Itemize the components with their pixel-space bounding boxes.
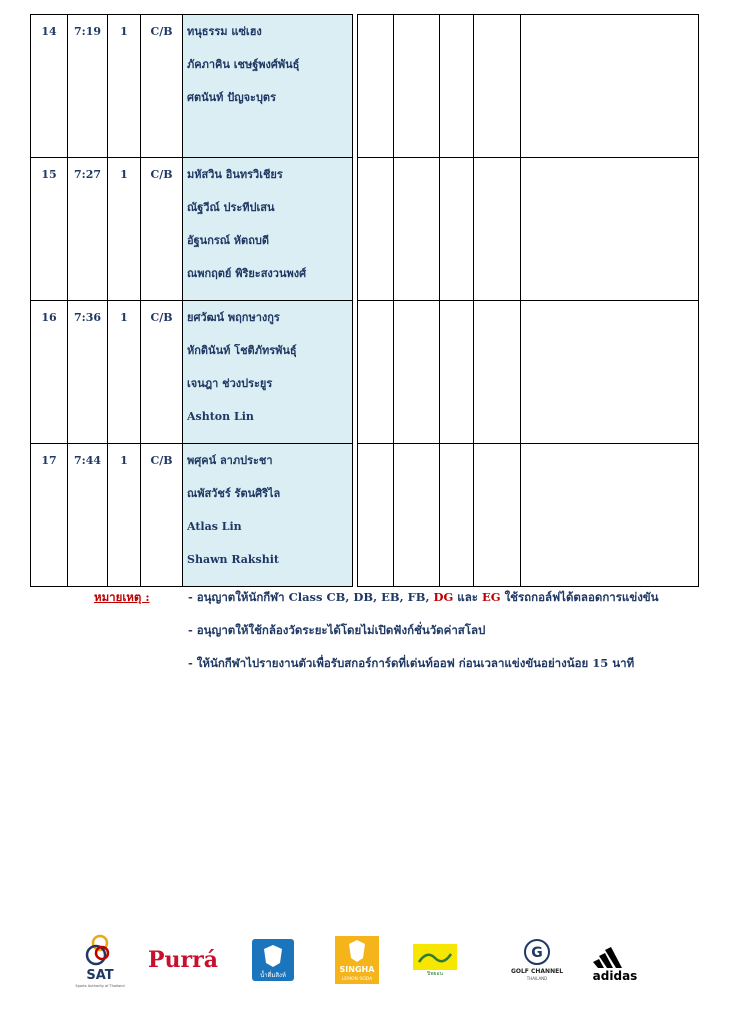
- score-cell: [358, 301, 394, 444]
- player-name: [187, 124, 348, 157]
- note-line-1: [188, 589, 659, 607]
- player-names: [183, 15, 353, 158]
- table-row: [31, 444, 699, 587]
- group-number: 15: [31, 158, 68, 301]
- score-cell: [474, 158, 521, 301]
- score-cell: [521, 301, 699, 444]
- score-cell: [394, 15, 440, 158]
- note-1-text: - อนุญาตให้นักกีฬา Class CB, DB, EB, FB,: [188, 590, 430, 604]
- pipeline-logo: [410, 925, 460, 995]
- class-code: C/B: [141, 15, 183, 158]
- player-name: ณพัสวัชร์ รัตนศิริไล: [187, 487, 281, 500]
- tee-number: 1: [108, 444, 141, 587]
- note-1-eg: EG: [481, 590, 501, 604]
- score-cell: [440, 158, 474, 301]
- player-name: ณัฐวีณ์ ประทีปเสน: [187, 201, 275, 214]
- tee-number: 1: [108, 158, 141, 301]
- score-cell: [440, 444, 474, 587]
- score-cell: [394, 158, 440, 301]
- player-name: หักดินันท์ โชติภัทรพันธุ์: [187, 344, 297, 357]
- score-cell: [521, 15, 699, 158]
- namthip-logo: [250, 925, 295, 995]
- score-cell: [440, 15, 474, 158]
- table-row: [31, 158, 699, 301]
- player-name: อัฐนกรณ์ หัตถบดี: [187, 234, 269, 247]
- player-name: ทนุธรรม แซ่เฮง: [187, 25, 262, 38]
- class-code: C/B: [141, 158, 183, 301]
- note-line-3: - ให้นักกีฬาไปรายงานตัวเพื่อรับสกอร์การ์ดที่เต่นท์ออฟ ก่อนเวลาแข่งขันอย่างน้อย 15 นาที: [188, 656, 635, 670]
- note-1-and: และ: [457, 590, 478, 604]
- player-name: Shawn Rakshit: [187, 553, 279, 566]
- group-number: 16: [31, 301, 68, 444]
- tee-time-table: [30, 14, 699, 587]
- sat-logo-text: SAT: [86, 968, 114, 983]
- namthip-logo-text: น้ำดื่มสิงห์: [259, 972, 286, 979]
- player-names: [183, 158, 353, 301]
- player-name: ยศวัฒน์ พฤกษางกูร: [187, 311, 280, 324]
- player-name: ภัคภาคิน เชษฐ์พงศ์พันธุ์: [187, 58, 300, 71]
- sponsor-logos: [70, 925, 670, 995]
- player-name: เจนฎา ช่วงประยูร: [187, 377, 273, 390]
- notes-label: หมายเหตุ :: [94, 590, 150, 604]
- singha-logo-subtext: LEMON SODA: [341, 977, 373, 982]
- golf-channel-logo: [502, 925, 572, 995]
- sat-logo: [70, 925, 130, 995]
- golf-channel-logo-subtext: THAILAND: [526, 976, 548, 981]
- tee-time: 7:44: [68, 444, 108, 587]
- score-cell: [440, 301, 474, 444]
- adidas-logo-text: adidas: [592, 969, 638, 982]
- score-cell: [358, 158, 394, 301]
- group-number: 14: [31, 15, 68, 158]
- player-name: ศตนันท์ ปัญจะบุตร: [187, 91, 276, 104]
- player-name: Atlas Lin: [187, 520, 242, 533]
- tee-number: 1: [108, 15, 141, 158]
- tee-time: 7:36: [68, 301, 108, 444]
- note-1-text-end: ใช้รถกอล์ฟได้ตลอดการแข่งขัน: [504, 590, 659, 604]
- player-name: ณพกฤตย์ พิริยะสงวนพงศ์: [187, 267, 307, 280]
- singha-logo-text: SINGHA: [339, 965, 375, 974]
- score-cell: [394, 444, 440, 587]
- player-name: มหัสวิน อินทรวิเชียร: [187, 168, 283, 181]
- score-cell: [358, 15, 394, 158]
- note-line-2: - อนุญาตให้ใช้กล้องวัดระยะได้โดยไม่เปิดฟังก์ชั่นวัดค่าสโลป: [188, 623, 486, 637]
- score-cell: [521, 158, 699, 301]
- score-cell: [521, 444, 699, 587]
- score-cell: [394, 301, 440, 444]
- score-cell: [474, 15, 521, 158]
- svg-text:G: G: [531, 945, 543, 961]
- player-name: Ashton Lin: [187, 410, 254, 423]
- golf-channel-logo-text: GOLF CHANNEL: [510, 968, 564, 975]
- score-cell: [474, 301, 521, 444]
- note-1-dg: DG: [433, 590, 454, 604]
- table-row: [31, 15, 699, 158]
- score-cell: [358, 444, 394, 587]
- player-names: [183, 444, 353, 587]
- class-code: C/B: [141, 444, 183, 587]
- purra-logo-text: Purrá: [148, 947, 218, 973]
- sat-logo-subtext: Sports Authority of Thailand: [75, 984, 125, 988]
- purra-logo: [148, 925, 218, 995]
- player-name: พศุคน์ ลาภประชา: [187, 454, 273, 467]
- score-cell: [474, 444, 521, 587]
- player-names: [183, 301, 353, 444]
- pipeline-logo-text: ปิพยอน: [427, 971, 443, 976]
- tee-number: 1: [108, 301, 141, 444]
- adidas-logo: [585, 925, 645, 995]
- tee-time: 7:27: [68, 158, 108, 301]
- tee-time: 7:19: [68, 15, 108, 158]
- singha-logo: [332, 925, 382, 995]
- class-code: C/B: [141, 301, 183, 444]
- table-row: [31, 301, 699, 444]
- group-number: 17: [31, 444, 68, 587]
